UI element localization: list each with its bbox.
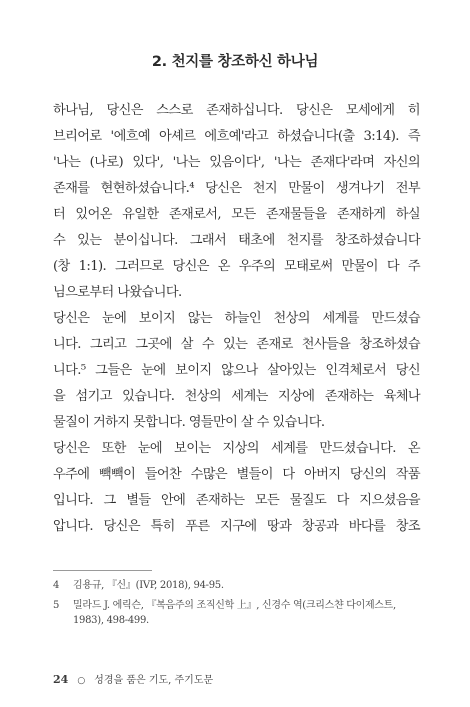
text-line: 당신은 눈에 보이지 않는 하늘인 천상의 세계를 만드셨습 <box>53 311 420 326</box>
footnote-number: 5 <box>53 600 60 611</box>
text-line: 을 섬기고 있습니다. 천상의 세계는 지상에 존재하는 육체나 <box>53 389 420 404</box>
text-line: '나는 (나로) 있다', '나는 있음이다', '나는 존재다'라며 자신의 <box>53 155 420 170</box>
text-line: 존재를 현현하셨습니다.⁴ 당신은 천지 만물이 생겨나기 전부 <box>53 181 420 196</box>
folio-separator: ○ <box>77 676 86 686</box>
text-line: 터 있어온 유일한 존재로서, 모든 존재물들을 존재하게 하실 <box>53 207 420 222</box>
text-line: 니다. 그리고 그곳에 살 수 있는 존재로 천사들을 창조하셨습 <box>53 337 420 352</box>
footnote-divider <box>53 570 152 571</box>
text-line: 압니다. 당신은 특히 푸른 지구에 땅과 창공과 바다를 창조 <box>53 519 420 534</box>
text-line: 수 있는 분이십니다. 그래서 태초에 천지를 창조하셨습니다 <box>53 233 420 248</box>
text-line: 물질이 거하지 못합니다. 영들만이 살 수 있습니다. <box>53 415 325 430</box>
text-line: 브리어로 '에흐예 아셰르 에흐예'라고 하셨습니다(출 3:14). 즉 <box>53 129 420 144</box>
page-footer <box>53 673 213 687</box>
page-number: 24 <box>53 673 69 686</box>
footnote-text: 밀라드 J. 에릭슨, 『복음주의 조직신학 上』, 신경수 역(크리스챤 다이제스트, <box>73 600 396 611</box>
text-line: 입니다. 그 별들 안에 존재하는 모든 물질도 다 지으셨음을 <box>53 493 420 508</box>
text-line: 하나님, 당신은 스스로 존재하십니다. 당신은 모세에게 히 <box>53 103 420 118</box>
text-line: (창 1:1). 그러므로 당신은 온 우주의 모태로써 만물이 다 주 <box>53 259 420 274</box>
text-line: 님으로부터 나왔습니다. <box>53 285 182 300</box>
text-line: 니다.⁵ 그들은 눈에 보이지 않으나 살아있는 인격체로서 당신 <box>53 363 420 378</box>
footnote-text-continued: 1983), 498-499. <box>73 615 149 626</box>
running-title: 성경을 품은 기도, 주기도문 <box>94 675 214 686</box>
chapter-title: 2. 천지를 창조하신 하나님 <box>151 54 319 70</box>
footnote-text: 김용규, 『신』(IVP, 2018), 94-95. <box>73 580 224 591</box>
text-line: 당신은 또한 눈에 보이는 지상의 세계를 만드셨습니다. 온 <box>53 441 420 456</box>
footnote-number: 4 <box>53 580 60 591</box>
text-line: 우주에 빽빽이 들어찬 수많은 별들이 다 아버지 당신의 작품 <box>53 467 420 482</box>
